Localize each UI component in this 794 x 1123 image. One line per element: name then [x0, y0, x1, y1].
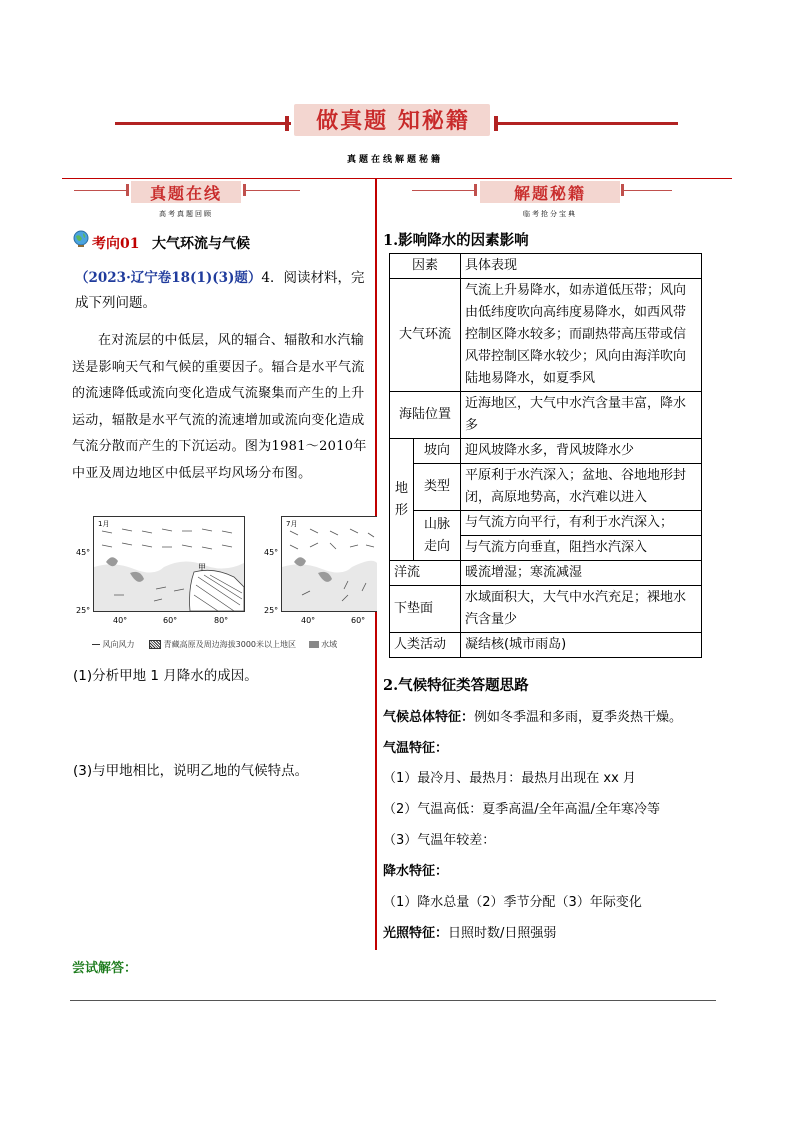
- map-lat-45: 45°: [76, 548, 91, 557]
- row-value-current: 暖流增湿；寒流减湿: [461, 561, 702, 586]
- right-sec-line-r: [624, 190, 672, 191]
- light-line: [383, 922, 556, 941]
- header-line-right: [494, 122, 678, 125]
- map2-lat-25: 25°: [264, 606, 279, 615]
- map2-label: 7月: [286, 520, 298, 528]
- light-text: 日照时数/日照强弱: [448, 926, 557, 941]
- topic-title: 大气环流与气候: [152, 236, 250, 252]
- map-place-jia: 甲: [198, 563, 206, 572]
- legend-wind: 风向风力: [102, 640, 135, 649]
- map2-lon-60: 60°: [351, 616, 366, 625]
- row-label-type: 类型: [414, 464, 461, 511]
- page-title: 做真题 知秘籍: [316, 109, 470, 134]
- map2-lon-40: 40°: [301, 616, 316, 625]
- right-section-sub: 临考抢分宝典: [523, 210, 577, 218]
- row-label-sea: 海陆位置: [390, 392, 461, 439]
- left-sec-cap-l: [126, 184, 129, 196]
- temp-item-2: （2）气温高低：夏季高温/全年高温/全年寒冷等: [383, 802, 661, 817]
- table-header-factor: 因素: [390, 254, 461, 279]
- row-value-slope: 迎风坡降水多，背风坡降水少: [461, 439, 702, 464]
- overall-text: 例如冬季温和多雨，夏季炎热干燥。: [474, 710, 683, 725]
- map-lon-60: 60°: [163, 616, 178, 625]
- temp-item-3: （3）气温年较差：: [383, 833, 496, 848]
- table-row: [390, 511, 702, 536]
- row-value-sea: 近海地区，大气中水汽含量丰富，降水多: [461, 392, 702, 439]
- prec-items: （1）降水总量（2）季节分配（3）年际变化: [383, 895, 642, 910]
- map1-label: 1月: [98, 520, 110, 528]
- map-lon-80: 80°: [214, 616, 229, 625]
- header-line-left-cap: [285, 116, 289, 131]
- temp-label: 气温特征：: [383, 741, 449, 756]
- table-row: [390, 279, 702, 392]
- question-intro: 4．阅读材料，完成下列问题。: [75, 270, 365, 311]
- temp-item-1: （1）最冷月、最热月：最热月出现在 xx 月: [383, 771, 636, 786]
- globe-icon: [72, 230, 90, 248]
- table-row: [390, 439, 702, 464]
- right-sec-cap-l: [474, 184, 477, 196]
- topic-label: 考向01: [92, 236, 140, 252]
- wind-map-january: [93, 516, 245, 612]
- page-subtitle: 真题在线解题秘籍: [346, 155, 443, 165]
- answer-label: 尝试解答：: [72, 961, 138, 976]
- rain-factors-table: [389, 253, 702, 658]
- left-sec-line-r: [246, 190, 300, 191]
- row-value-atmos: 气流上升易降水，如赤道低压带；风向由低纬度吹向高纬度易降水，如西风带控制区降水较多；而副热带高压带或信风带控制区降水较少；风向由海洋吹向陆地易降水，如夏季风: [461, 279, 702, 392]
- left-section-sub: 高考真题回顾: [159, 210, 213, 218]
- row-value-mtn-2: 与气流方向垂直，阻挡水汽深入: [461, 536, 702, 561]
- answer-line[interactable]: [70, 1000, 716, 1001]
- table-row: [390, 254, 702, 279]
- table-row: [390, 633, 702, 658]
- light-label: 光照特征：: [383, 926, 449, 941]
- table-row: [390, 561, 702, 586]
- row-label-atmos: 大气环流: [390, 279, 461, 392]
- row-label-slope: 坡向: [414, 439, 461, 464]
- prec-label: 降水特征：: [383, 864, 449, 879]
- table-row: [390, 464, 702, 511]
- map-legend: [92, 639, 374, 653]
- wind-map-july: [281, 516, 377, 612]
- table-header-detail: 具体表现: [461, 254, 702, 279]
- legend-wind-icon: [92, 644, 100, 645]
- left-section-title: 真题在线: [149, 184, 222, 203]
- right-sec-line-l: [412, 190, 474, 191]
- legend-water-icon: [309, 641, 319, 648]
- header-divider: [62, 178, 732, 179]
- row-label-terrain: 地形: [390, 439, 414, 561]
- row-label-mtn: 山脉走向: [414, 511, 461, 561]
- climate-overall: [383, 706, 682, 725]
- right-heading-1: 1.影响降水的因素影响: [383, 232, 529, 249]
- map-lon-40: 40°: [113, 616, 128, 625]
- map-lat-25: 25°: [76, 606, 91, 615]
- map2-lat-45: 45°: [264, 548, 279, 557]
- table-row: [390, 586, 702, 633]
- row-value-type: 平原利于水汽深入；盆地、谷地地形封闭，高原地势高，水汽难以进入: [461, 464, 702, 511]
- question-source: （2023·辽宁卷18(1)(3)题）: [75, 270, 262, 286]
- material-text: 在对流层的中低层，风的辐合、辐散和水汽输送是影响天气和气候的重要因子。辐合是水平气流的流速降低或流向变化造成气流聚集而产生的上升运动，辐散是水平气流的流速增加或流向变化造成气流分散而产生的下沉运动。图为1981～2010年中亚及周边地区中低层平均风场分布图。: [72, 333, 367, 481]
- right-heading-2: 2.气候特征类答题思路: [383, 677, 529, 694]
- row-label-current: 洋流: [390, 561, 461, 586]
- row-value-surface: 水域面积大，大气中水汽充足；裸地水汽含量少: [461, 586, 702, 633]
- legend-water: 水域: [321, 640, 338, 649]
- legend-plateau: 青藏高原及周边海拔3000米以上地区: [163, 640, 296, 649]
- header-line-left: [115, 122, 291, 125]
- row-value-mtn-1: 与气流方向平行，有利于水汽深入；: [461, 511, 702, 536]
- row-value-human: 凝结核(城市雨岛): [461, 633, 702, 658]
- row-label-surface: 下垫面: [390, 586, 461, 633]
- right-section-title: 解题秘籍: [513, 184, 586, 203]
- left-sec-line-l: [74, 190, 126, 191]
- header-line-right-cap: [494, 116, 498, 131]
- question-stem: [75, 266, 371, 316]
- row-label-human: 人类活动: [390, 633, 461, 658]
- overall-label: 气候总体特征：: [383, 710, 475, 725]
- legend-plateau-icon: [149, 640, 161, 649]
- question-3: (3)与甲地相比，说明乙地的气候特点。: [73, 763, 309, 779]
- question-1: (1)分析甲地 1 月降水的成因。: [73, 668, 258, 684]
- table-row: [390, 392, 702, 439]
